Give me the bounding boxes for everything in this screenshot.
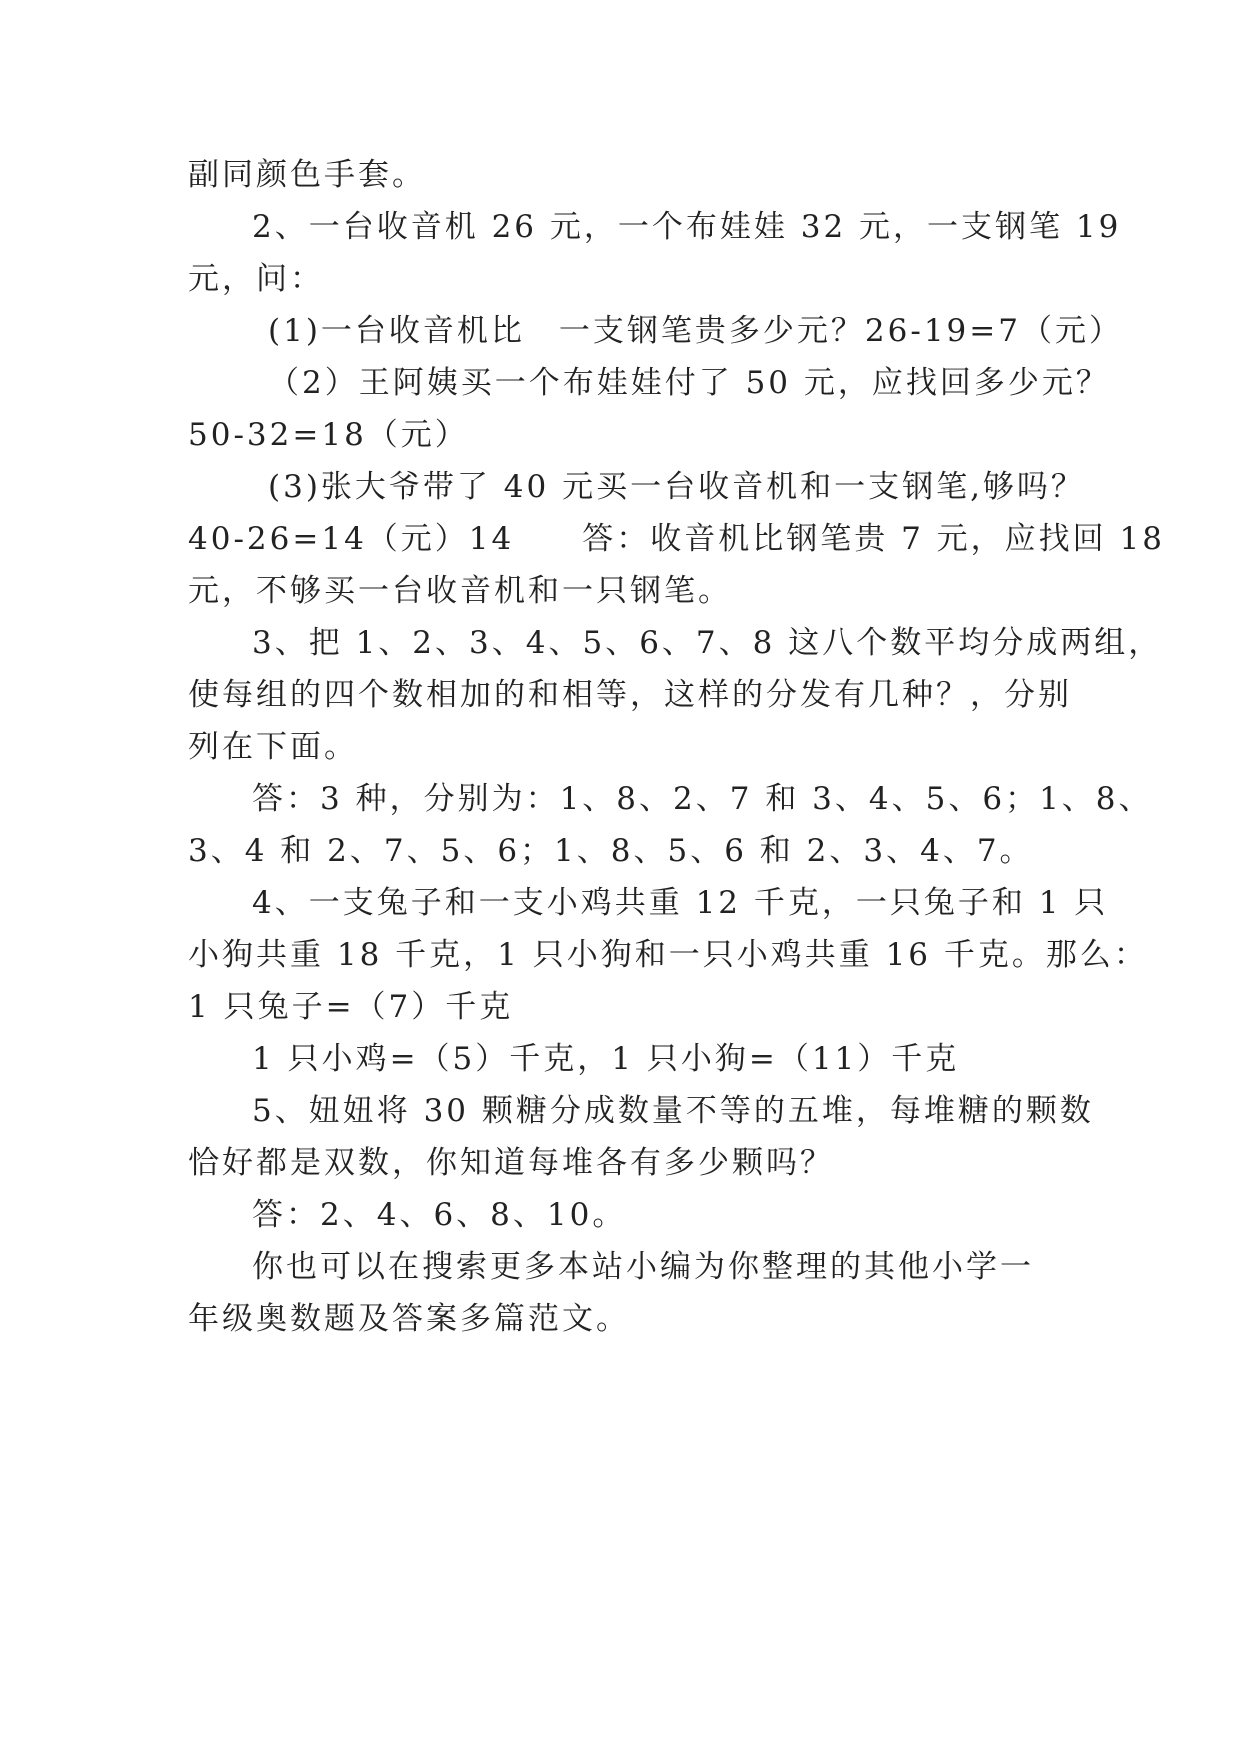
- text-line: 2、一台收音机 26 元，一个布娃娃 32 元，一支钢笔 19: [252, 209, 1122, 245]
- text-line: 你也可以在搜索更多本站小编为你整理的其他小学一: [252, 1249, 1034, 1285]
- text-line: 年级奥数题及答案多篇范文。: [188, 1301, 630, 1337]
- text-line: 40-26=14（元）14 答：收音机比钢笔贵 7 元，应找回 18: [188, 521, 1165, 557]
- text-line: 元，不够买一台收音机和一只钢笔。: [188, 573, 732, 609]
- text-line: 1 只兔子=（7）千克: [188, 989, 514, 1025]
- text-line: 恰好都是双数，你知道每堆各有多少颗吗？: [188, 1145, 834, 1181]
- text-line: 使每组的四个数相加的和相等，这样的分发有几种？，分别: [188, 677, 1072, 713]
- text-line: 小狗共重 18 千克，1 只小狗和一只小鸡共重 16 千克。那么：: [188, 937, 1148, 973]
- text-line: 1 只小鸡=（5）千克，1 只小狗=（11）千克: [252, 1041, 960, 1077]
- text-line: 答：3 种，分别为：1、8、2、7 和 3、4、5、6；1、8、: [252, 781, 1153, 817]
- text-line: 5、妞妞将 30 颗糖分成数量不等的五堆，每堆糖的颗数: [252, 1093, 1094, 1129]
- text-line: 列在下面。: [188, 729, 358, 765]
- text-line: 元，问：: [188, 261, 324, 297]
- text-line: 副同颜色手套。: [188, 157, 426, 193]
- text-line: (1)一台收音机比 一支钢笔贵多少元？26-19=7（元）: [268, 313, 1123, 349]
- text-line: 50-32=18（元）: [188, 417, 469, 453]
- text-line: 答：2、4、6、8、10。: [252, 1197, 627, 1233]
- text-line: 3、4 和 2、7、5、6；1、8、5、6 和 2、3、4、7。: [188, 833, 1034, 869]
- text-line: (3)张大爷带了 40 元买一台收音机和一支钢笔,够吗？: [268, 469, 1085, 505]
- text-line: （2）王阿姨买一个布娃娃付了 50 元，应找回多少元？: [268, 365, 1110, 401]
- text-line: 4、一支兔子和一支小鸡共重 12 千克，一只兔子和 1 只: [252, 885, 1109, 921]
- text-line: 3、把 1、2、3、4、5、6、7、8 这八个数平均分成两组，: [252, 625, 1163, 661]
